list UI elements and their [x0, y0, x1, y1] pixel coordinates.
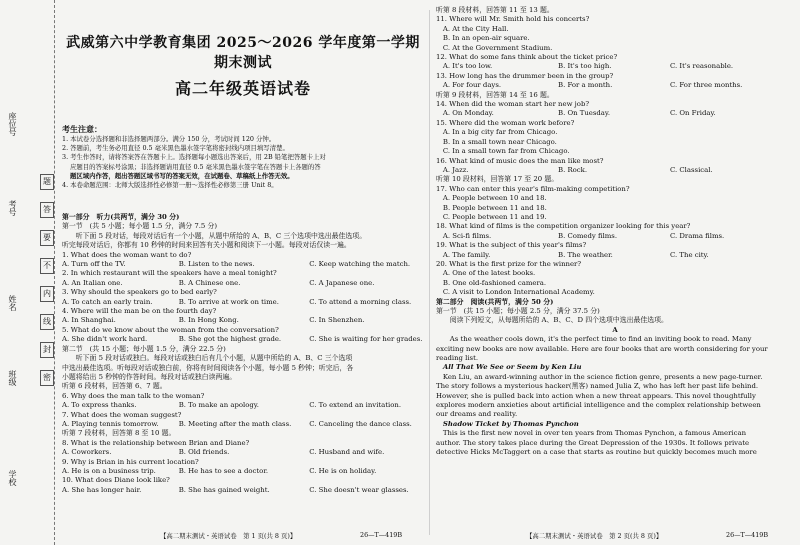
answer-option: B. For a month. [558, 81, 613, 90]
answer-option: C. To extend an invitation. [309, 401, 402, 410]
text-line: 第二节 (共 15 小题；每小题 1.5 分，满分 22.5 分) [62, 344, 226, 353]
text-line: B. In a small town near Chicago. [436, 137, 557, 146]
text-line: A. In a big city far from Chicago. [436, 128, 558, 137]
text-line: This is the first new novel in over ten years from Thomas Pynchon, a famous American [436, 429, 747, 438]
text-line: 听第 9 段材料，回答第 14 至 16 题。 [436, 90, 554, 99]
text-line: reading list. [436, 354, 479, 363]
section-heading: 第二部分 阅读(共两节，满分 50 分) [436, 297, 554, 306]
answer-option: A. It's too low. [436, 62, 493, 71]
text-line: 阅读下列短文，从每题所给的 A、B、C、D 四个选项中选出最佳选项。 [436, 316, 668, 325]
section-heading: A [612, 325, 618, 334]
seal-char: 要 [40, 230, 54, 246]
label-exam-number: 考号 [8, 200, 17, 216]
text-line: C. People between 11 and 19. [436, 212, 547, 221]
answer-option: A. To catch an early train. [62, 297, 153, 306]
text-line: All That We See or Seem by Ken Liu [436, 363, 582, 372]
text-line: Ken Liu, an award-winning author in the science fiction genre, presents a new page-turner. [436, 372, 763, 381]
text-line: 16. What kind of music does the man like most? [436, 156, 604, 165]
seal-char: 封 [40, 342, 54, 358]
seal-char: 答 [40, 202, 54, 218]
text-line: 1. What does the woman want to do? [62, 250, 192, 259]
answer-option: A. Jazz. [436, 165, 469, 174]
text-line: C. In a small town far from Chicago. [436, 147, 570, 156]
text-line: 2. In which restaurant will the speakers have a meal tonight? [62, 269, 277, 278]
seal-char: 不 [40, 258, 54, 274]
text-line: 6. Why does the man talk to the woman? [62, 391, 205, 400]
text-line: 13. How long has the drummer been in the group? [436, 71, 614, 80]
exam-title: 武威第六中学教育集团 2025～2026 学年度第一学期期末测试 [66, 35, 420, 71]
text-line: exciting new books are now available. Here are four books that are worth considering for your [436, 344, 768, 353]
answer-option: B. Rock. [558, 165, 588, 174]
text-line: 10. What does Diane look like? [62, 476, 170, 485]
seal-line [40, 150, 54, 530]
answer-option: A. On Monday. [436, 109, 494, 118]
answer-option: B. She got the highest grade. [178, 335, 282, 344]
answer-option: A. Turn off the TV. [62, 260, 126, 269]
option-row [436, 166, 794, 175]
text-line: 5. What do we know about the woman from the conversation? [62, 325, 279, 334]
notice-heading: 考生注意： [62, 124, 102, 134]
answer-option: C. Canceling the dance class. [309, 419, 412, 428]
text-line: 18. What kind of films is the competition organizer looking for this year? [436, 222, 691, 231]
answer-option: C. He is on holiday. [309, 466, 377, 475]
text-line: 第一节 (共 5 小题；每小题 1.5 分，满分 7.5 分) [62, 222, 218, 231]
option-row [62, 448, 424, 457]
answer-option: B. In Hong Kong. [178, 316, 239, 325]
text-line: As the weather cools down, it's the perfect time to find an inviting book to read. Many [436, 335, 752, 344]
exam-subtitle: 高二年级英语试卷 [174, 79, 311, 98]
answer-option: B. Listen to the news. [178, 260, 255, 269]
label-school: 学校 [8, 470, 17, 486]
text-line: 听第 6 段材料，回答第 6、7 题。 [62, 382, 167, 391]
option-row [62, 260, 424, 269]
binding-strip [0, 0, 55, 545]
answer-option: B. On Tuesday. [558, 109, 611, 118]
text-line: B. In an open-air square. [436, 34, 530, 43]
text-line: 4. Where will the man be on the fourth day? [62, 307, 217, 316]
footer-code-2: 26—T—419B [726, 531, 769, 539]
label-class: 班级 [8, 370, 17, 386]
answer-option: C. Keep watching the match. [309, 260, 411, 269]
text-line: 17. Who can enter this year's film-making competition? [436, 184, 630, 193]
answer-option: C. Drama films. [670, 231, 725, 240]
text-line: 听第 7 段材料，回答第 8 至 10 题。 [62, 429, 176, 438]
text-line: 12. What do some fans think about the ticket price? [436, 53, 618, 62]
seal-char: 内 [40, 286, 54, 302]
page-1-body [62, 213, 424, 495]
answer-option: A. The family. [436, 250, 491, 259]
text-line: 14. When did the woman start her new job? [436, 100, 590, 109]
text-line: 听第 10 段材料，回答第 17 至 20 题。 [436, 175, 559, 184]
answer-option: C. She is waiting for her grades. [309, 335, 423, 344]
text-line: 听下面 5 段对话，每段对话后有一个小题，从题中所给的 A、B、C 三个选项中选出最佳选项。 [62, 231, 367, 240]
text-line: 第一节 (共 15 小题；每小题 2.5 分，满分 37.5 分) [436, 307, 600, 315]
text-line: author. The story takes place during the Great Depression of the 1930s. It follows private [436, 438, 750, 447]
answer-option: A. Playing tennis tomorrow. [62, 419, 159, 428]
notice-box [62, 124, 424, 190]
answer-option: C. She doesn't wear glasses. [309, 485, 409, 494]
option-row [436, 109, 794, 118]
text-line: 中选出最佳选项。听每段对话或独白前，你将有时间阅读各个小题，每小题 5 秒钟；听完后，各 [62, 363, 354, 372]
notice-item: 4. 本卷命题范围：北师大版选择性必修第一册～选择性必修第三册 Unit 8。 [62, 181, 278, 190]
answer-option: B. A Chinese one. [178, 278, 241, 287]
footer-page-1: 【高二期末测试・英语试卷 第 1 页(共 8 页)】 [160, 532, 297, 540]
option-row [62, 279, 424, 288]
option-row [436, 232, 794, 241]
footer-code-1: 26—T—419B [360, 531, 403, 539]
text-line: 11. Where will Mr. Smith hold his concerts? [436, 15, 590, 24]
answer-option: C. A Japanese one. [309, 278, 375, 287]
answer-option: A. For four days. [436, 81, 502, 90]
text-line: detective Hicks McTaggert on a case that starts as routine but quickly becomes much more [436, 448, 757, 457]
seal-char: 题 [40, 174, 54, 190]
option-row [62, 335, 424, 344]
option-row [436, 251, 794, 260]
answer-option: A. Sci-fi films. [436, 231, 492, 240]
text-line: 听下面 5 段对话或独白。每段对话或独白后有几个小题，从题中所给的 A、B、C 三个选项 [62, 354, 353, 363]
text-line: C. At the Government Stadium. [436, 43, 553, 52]
option-row [62, 467, 424, 476]
option-row [62, 401, 424, 410]
option-row [436, 62, 794, 71]
text-line: 9. Why is Brian in his current location? [62, 457, 199, 466]
notice-item: 1. 本试卷分选择题和非选择题两部分。满分 150 分，考试时间 120 分钟。 [62, 135, 276, 143]
answer-option: A. In Shanghai. [62, 316, 116, 325]
notice-item: 题区域内作答，超出答题区域书写的答案无效，在试题卷、草稿纸上作答无效。 [70, 171, 294, 180]
answer-option: A. To express thanks. [62, 401, 137, 410]
answer-option: A. He is on a business trip. [62, 466, 156, 475]
text-line: A. People between 10 and 18. [436, 194, 547, 203]
text-line: The story follows a mysterious hacker(黑客) named Julia Z, who has left her past life behind. [436, 382, 759, 391]
page-divider [429, 10, 430, 535]
answer-option: C. For three months. [670, 81, 743, 90]
seal-char: 线 [40, 314, 54, 330]
answer-option: B. Old friends. [178, 448, 230, 457]
option-row [62, 420, 424, 429]
option-row [62, 486, 424, 495]
answer-option: B. Meeting after the math class. [178, 419, 292, 428]
text-line: Shadow Ticket by Thomas Pynchon [436, 419, 579, 428]
text-line: explores modern anxieties about artificial intelligence and the complex relationship between [436, 401, 761, 410]
text-line: 听第 8 段材料，回答第 11 至 13 题。 [436, 6, 554, 14]
label-seat-number: 座位号 [8, 112, 17, 136]
answer-option: C. The city. [670, 250, 709, 259]
answer-option: C. In Shenzhen. [309, 316, 365, 325]
text-line: B. People between 11 and 18. [436, 203, 547, 212]
answer-option: C. It's reasonable. [670, 62, 734, 71]
text-line: 19. What is the subject of this year's films? [436, 241, 587, 250]
answer-option: C. On Friday. [670, 109, 716, 118]
option-row [62, 298, 424, 307]
answer-option: C. To attend a morning class. [309, 297, 412, 306]
text-line: A. At the City Hall. [436, 24, 509, 33]
notice-item: 3. 考生作答时，请将答案答在答题卡上。选择题每小题选出答案后，用 2B 铅笔把答题卡上对 [62, 153, 326, 162]
text-line: 小题将给出 5 秒钟的作答时间。每段对话或独白读两遍。 [62, 372, 237, 381]
text-line: However, she is pulled back into action when a new threat appears. This novel thoughtfully [436, 391, 756, 400]
text-line: 15. Where did the woman work before? [436, 118, 575, 127]
notice-item: 应题目的答案标号涂黑；非选择题请用直径 0.5 毫米黑色墨水签字笔在答题卡上各题的答 [70, 162, 321, 171]
answer-option: B. The weather. [558, 250, 613, 259]
answer-option: B. He has to see a doctor. [178, 466, 269, 475]
text-line: 听完每段对话后，你都有 10 秒钟的时间来回答有关小题和阅读下一小题。每段对话仅读一遍。 [62, 241, 351, 250]
answer-option: A. Coworkers. [62, 448, 112, 457]
text-line: 3. Why should the speakers go to bed early? [62, 288, 217, 297]
answer-option: A. She didn't work hard. [62, 335, 148, 344]
text-line: our dreams and reality. [436, 410, 518, 419]
section-heading: 第一部分 听力(共两节，满分 30 分) [62, 213, 180, 221]
page-2 [434, 0, 796, 545]
text-line: 8. What is the relationship between Brian and Diane? [62, 438, 250, 447]
answer-option: A. She has longer hair. [62, 485, 142, 494]
text-line: 20. What is the first prize for the winner? [436, 259, 582, 268]
text-line: C. A visit to London International Academy. [436, 288, 595, 297]
option-row [436, 81, 794, 90]
text-line: 7. What does the woman suggest? [62, 410, 182, 419]
label-name: 姓名 [8, 295, 17, 311]
answer-option: A. An Italian one. [62, 278, 123, 287]
answer-option: B. It's too high. [558, 62, 612, 71]
answer-option: B. To arrive at work on time. [178, 297, 279, 306]
seal-char: 密 [40, 370, 54, 386]
text-line: B. One old-fashioned camera. [436, 278, 547, 287]
footer-page-2: 【高二期末测试・英语试卷 第 2 页(共 8 页)】 [526, 532, 663, 540]
page-1 [60, 0, 426, 545]
option-row [62, 316, 424, 325]
answer-option: C. Husband and wife. [309, 448, 385, 457]
answer-option: B. She has gained weight. [178, 485, 270, 494]
answer-option: C. Classical. [670, 165, 713, 174]
answer-option: B. Comedy films. [558, 231, 618, 240]
text-line: A. One of the latest books. [436, 269, 536, 278]
page-2-body [436, 6, 794, 458]
answer-option: B. To make an apology. [178, 401, 259, 410]
notice-item: 2. 答题前，考生务必用直径 0.5 毫米黑色墨水签字笔将密封线内项目填写清楚。 [62, 144, 289, 153]
